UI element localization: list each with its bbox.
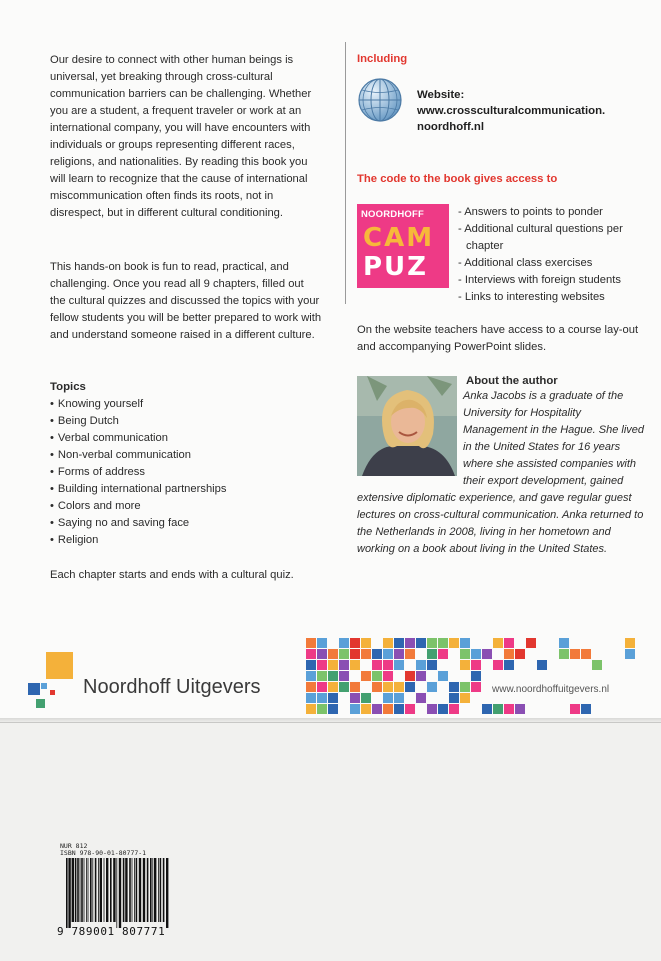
mosaic-square <box>625 649 635 659</box>
mosaic-square <box>383 638 393 648</box>
mosaic-square <box>372 660 382 670</box>
barcode-bar <box>132 858 133 922</box>
barcode-bar <box>152 858 153 922</box>
column-divider <box>345 42 346 304</box>
mosaic-square <box>526 638 536 648</box>
barcode-bar <box>160 858 162 922</box>
mosaic-square <box>427 682 437 692</box>
barcode-bar <box>129 858 131 922</box>
feature-item: - Interviews with foreign students <box>458 272 658 289</box>
mosaic-square <box>482 704 492 714</box>
mosaic-square <box>438 638 448 648</box>
barcode-bar <box>68 858 70 928</box>
mosaic-square <box>515 649 525 659</box>
hands-on-paragraph: This hands-on book is fun to read, practical, and challenging. Once you read all 9 chapters, filled out the cultural quizzes and discussed the topics with your fellow students you will be better prepared to work with and understand someone raised in a different culture. <box>50 261 322 341</box>
topic-item: • Saying no and saving face <box>50 515 322 532</box>
color-mosaic-banner <box>304 636 661 718</box>
barcode-bar <box>95 858 97 922</box>
mosaic-square <box>438 671 448 681</box>
mosaic-square <box>372 649 382 659</box>
topic-item: • Forms of address <box>50 464 322 481</box>
mosaic-square <box>328 649 338 659</box>
barcode-bar <box>139 858 141 922</box>
mosaic-square <box>317 682 327 692</box>
mosaic-square <box>592 660 602 670</box>
mosaic-square <box>449 704 459 714</box>
barcode-bar <box>104 858 105 922</box>
mosaic-square <box>361 671 371 681</box>
mosaic-square <box>405 682 415 692</box>
mosaic-square <box>394 693 404 703</box>
website-url-line2[interactable]: noordhoff.nl <box>417 121 485 133</box>
mosaic-square <box>438 649 448 659</box>
barcode-bar <box>100 858 102 922</box>
about-author-heading: About the author <box>466 375 558 387</box>
feature-item: - Links to interesting websites <box>458 289 658 306</box>
mosaic-square <box>317 671 327 681</box>
teachers-note: On the website teachers have access to a course lay-out and accompanying PowerPoint slides. <box>357 324 639 353</box>
mosaic-square <box>394 682 404 692</box>
mosaic-square <box>339 660 349 670</box>
mosaic-square <box>416 660 426 670</box>
mosaic-square <box>460 682 470 692</box>
mosaic-square <box>394 660 404 670</box>
mosaic-square <box>394 638 404 648</box>
mosaic-square <box>350 704 360 714</box>
mosaic-square <box>306 638 316 648</box>
mosaic-square <box>339 671 349 681</box>
mosaic-square <box>350 649 360 659</box>
barcode-bar <box>110 858 112 922</box>
mosaic-square <box>328 671 338 681</box>
mosaic-square <box>306 693 316 703</box>
barcode-bar <box>88 858 89 922</box>
mosaic-square <box>328 704 338 714</box>
mosaic-square <box>383 704 393 714</box>
mosaic-square <box>361 638 371 648</box>
mosaic-square <box>383 649 393 659</box>
barcode-bar <box>150 858 152 922</box>
closing-note: Each chapter starts and ends with a cultural quiz. <box>50 569 294 581</box>
barcode-bar <box>134 858 135 922</box>
mosaic-square <box>394 649 404 659</box>
mosaic-square <box>306 660 316 670</box>
topic-item: • Being Dutch <box>50 413 322 430</box>
mosaic-square <box>449 682 459 692</box>
feature-item: - Additional cultural questions per chapter <box>458 221 658 255</box>
mosaic-square <box>405 638 415 648</box>
mosaic-square <box>317 660 327 670</box>
mosaic-square <box>328 660 338 670</box>
mosaic-square <box>361 704 371 714</box>
publisher-logo-mark <box>28 652 73 710</box>
mosaic-square <box>383 660 393 670</box>
barcode-bar <box>92 858 93 922</box>
mosaic-square <box>350 638 360 648</box>
mosaic-square <box>372 682 382 692</box>
mosaic-square <box>504 649 514 659</box>
topic-item: • Knowing yourself <box>50 396 322 413</box>
mosaic-square <box>460 638 470 648</box>
mosaic-square <box>449 693 459 703</box>
barcode-bar <box>147 858 149 922</box>
mosaic-square <box>449 638 459 648</box>
mosaic-square <box>317 704 327 714</box>
campus-brand-text: NOORDHOFF <box>361 209 425 220</box>
topics-heading: Topics <box>50 381 86 393</box>
barcode-bar <box>81 858 83 922</box>
mosaic-square <box>306 682 316 692</box>
mosaic-square <box>317 649 327 659</box>
mosaic-square <box>427 638 437 648</box>
barcode-bar <box>77 858 79 922</box>
barcode-bar <box>154 858 156 922</box>
feature-item: - Additional class exercises <box>458 255 658 272</box>
mosaic-square <box>471 682 481 692</box>
barcode-bar <box>106 858 108 922</box>
mosaic-square <box>460 649 470 659</box>
mosaic-square <box>581 649 591 659</box>
mosaic-square <box>559 649 569 659</box>
mosaic-square <box>317 638 327 648</box>
barcode-bar <box>90 858 92 922</box>
mosaic-square <box>471 660 481 670</box>
topic-item: • Non-verbal communication <box>50 447 322 464</box>
campus-word-bottom: PUZ <box>363 252 429 282</box>
barcode-bar <box>80 858 81 922</box>
website-url-line1[interactable]: www.crossculturalcommunication. <box>417 105 606 117</box>
mosaic-square <box>339 638 349 648</box>
barcode-bar <box>66 858 68 928</box>
mosaic-square <box>339 682 349 692</box>
access-code-heading: The code to the book gives access to <box>357 173 558 185</box>
mosaic-square <box>438 704 448 714</box>
mosaic-square <box>460 660 470 670</box>
barcode-bar <box>116 858 117 928</box>
topics-list <box>50 396 322 549</box>
mosaic-square <box>504 704 514 714</box>
barcode-meta <box>60 843 146 857</box>
mosaic-square <box>427 660 437 670</box>
mosaic-square <box>537 660 547 670</box>
mosaic-square <box>493 660 503 670</box>
website-block <box>417 87 605 135</box>
mosaic-square <box>493 638 503 648</box>
barcode-bar <box>113 858 115 922</box>
barcode-bar <box>143 858 145 922</box>
topic-item: • Colors and more <box>50 498 322 515</box>
mosaic-square <box>383 671 393 681</box>
mosaic-square <box>405 649 415 659</box>
mosaic-square <box>416 671 426 681</box>
mosaic-square <box>328 682 338 692</box>
mosaic-square <box>504 638 514 648</box>
publisher-url[interactable]: www.noordhoffuitgevers.nl <box>492 684 610 695</box>
mosaic-square <box>306 704 316 714</box>
website-label: Website: <box>417 89 465 101</box>
mosaic-square <box>570 649 580 659</box>
access-features-list <box>458 204 658 306</box>
mosaic-square <box>306 671 316 681</box>
mosaic-square <box>471 671 481 681</box>
mosaic-square <box>482 649 492 659</box>
mosaic-square <box>339 649 349 659</box>
mosaic-square <box>394 704 404 714</box>
including-heading: Including <box>357 53 408 65</box>
mosaic-square <box>559 638 569 648</box>
barcode-bar <box>163 858 165 922</box>
topic-item: • Building international partnerships <box>50 481 322 498</box>
mosaic-square <box>383 693 393 703</box>
mosaic-square <box>570 704 580 714</box>
publisher-name: Noordhoff Uitgevers <box>83 676 261 698</box>
mosaic-square <box>383 682 393 692</box>
mosaic-square <box>504 660 514 670</box>
globe-icon <box>357 77 403 123</box>
topic-item: • Verbal communication <box>50 430 322 447</box>
mosaic-square <box>515 704 525 714</box>
mosaic-square <box>427 649 437 659</box>
mosaic-square <box>460 693 470 703</box>
mosaic-square <box>328 693 338 703</box>
campus-word-top: CAM <box>363 223 435 253</box>
barcode-bar <box>136 858 138 922</box>
barcode-bar <box>158 858 159 922</box>
description-column <box>50 52 322 584</box>
mosaic-square <box>405 704 415 714</box>
barcode-bar <box>166 858 168 928</box>
barcode-bar <box>125 858 127 922</box>
barcode-bar <box>119 858 121 928</box>
mosaic-square <box>405 671 415 681</box>
mosaic-square <box>625 638 635 648</box>
mosaic-square <box>317 693 327 703</box>
mosaic-square <box>471 649 481 659</box>
feature-item: - Answers to points to ponder <box>458 204 658 221</box>
barcode-bar <box>86 858 87 922</box>
mosaic-square <box>361 693 371 703</box>
barcode-bar <box>75 858 77 922</box>
mosaic-square <box>372 704 382 714</box>
nur-code: NUR 812 <box>60 842 88 850</box>
author-bio: Anka Jacobs is a graduate of the University for Hospitality Management in the Hague. She lived in the United States for 16 years where she assisted companies with their export development, gained extensive diplomatic experience, and gave regular guest lectures on cross-cultural communication. Anka returned to the Netherlands in 2008, living in her hometown and working on a book about living in the United States. <box>357 390 645 555</box>
isbn-code: ISBN 978-90-01-80777-1 <box>60 849 147 857</box>
mosaic-square <box>361 649 371 659</box>
isbn-barcode <box>66 858 170 928</box>
barcode-bar <box>98 858 99 922</box>
mosaic-square <box>372 671 382 681</box>
mosaic-square <box>581 704 591 714</box>
mosaic-square <box>350 660 360 670</box>
mosaic-square <box>306 649 316 659</box>
mosaic-square <box>427 704 437 714</box>
mosaic-square <box>350 682 360 692</box>
mosaic-square <box>416 638 426 648</box>
topic-item: • Religion <box>50 532 322 549</box>
noordhoff-campus-logo <box>357 204 449 288</box>
mosaic-square <box>493 704 503 714</box>
barcode-digits: 9 789001 807771 <box>57 925 166 938</box>
mosaic-square <box>416 693 426 703</box>
mosaic-square <box>350 693 360 703</box>
barcode-bar <box>84 858 85 922</box>
intro-paragraph: Our desire to connect with other human beings is universal, yet breaking through cross-cultural communication barriers can be challenging. Whether you are a student, a frequent traveler or work at an international company, you will have encounters with individuals or groups representing different races, religions, and nationalities. By reading this book you will learn to recognize that the cause of international miscommunication often finds its roots, not in disrespect, but in different cultural conditioning. <box>50 54 312 219</box>
barcode-bar <box>72 858 74 922</box>
barcode-bar <box>123 858 125 922</box>
